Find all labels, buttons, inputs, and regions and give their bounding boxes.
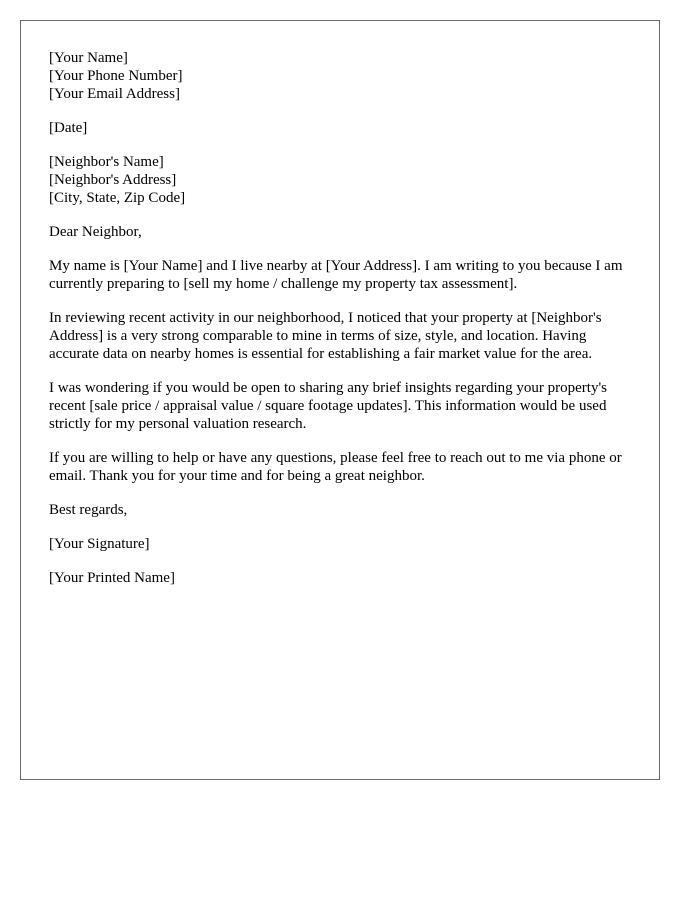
signature: [Your Signature] <box>49 536 150 552</box>
recipient-block <box>49 153 639 207</box>
sender-email: [Your Email Address] <box>49 86 180 102</box>
recipient-name: [Neighbor's Name] <box>49 154 164 170</box>
date-block <box>49 119 639 137</box>
printed-name: [Your Printed Name] <box>49 570 175 586</box>
recipient-address: [Neighbor's Address] <box>49 172 177 188</box>
paragraph-contact: If you are willing to help or have any questions, please feel free to reach out to me via phone or email. Thank you for your time and for being a great neighbor. <box>49 450 622 484</box>
sender-phone: [Your Phone Number] <box>49 68 183 84</box>
sender-block <box>49 49 639 103</box>
paragraph-intro: My name is [Your Name] and I live nearby at [Your Address]. I am writing to you because I am currently preparing to [sell my home / challenge my property tax assessment]. <box>49 258 623 292</box>
letter-date: [Date] <box>49 120 88 136</box>
letter-body <box>49 49 639 603</box>
paragraph-comparable: In reviewing recent activity in our neighborhood, I noticed that your property at [Neighbor's Address] is a very strong comparable to mine in terms of size, style, and location. Having accurate data on nearby homes is essential for establishing a fair market value for the area. <box>49 310 602 362</box>
sender-name: [Your Name] <box>49 50 128 66</box>
salutation: Dear Neighbor, <box>49 224 142 240</box>
letter-page <box>20 20 660 780</box>
paragraph-request: I was wondering if you would be open to sharing any brief insights regarding your property's recent [sale price / appraisal value / square footage updates]. This information would be used strictly for my personal valuation research. <box>49 380 608 432</box>
closing: Best regards, <box>49 502 128 518</box>
recipient-city-state-zip: [City, State, Zip Code] <box>49 190 186 206</box>
